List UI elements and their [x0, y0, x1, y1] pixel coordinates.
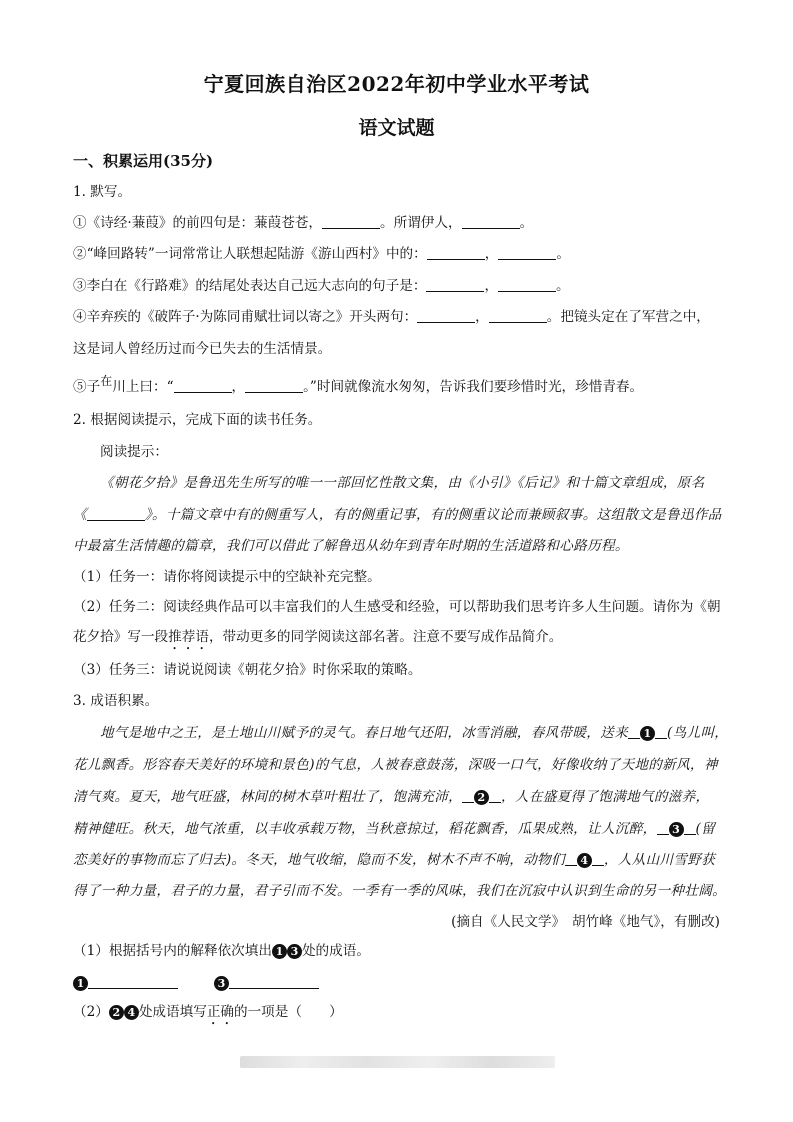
- answer-blank[interactable]: [565, 852, 577, 866]
- answer-blank[interactable]: [684, 821, 696, 835]
- answer-blank[interactable]: [87, 507, 145, 521]
- answer-blank[interactable]: [462, 789, 474, 803]
- answer-blank[interactable]: [498, 278, 556, 292]
- blank-marker-1: 1: [73, 976, 88, 991]
- answer-blank[interactable]: [245, 379, 303, 393]
- question-1-item-b: ②“峰回路转”一词常常让人联想起陆游《游山西村》中的： ， 。: [73, 246, 570, 262]
- blank-marker-1: 1: [272, 944, 287, 959]
- question-2-head: 2. 根据阅读提示，完成下面的读书任务。: [73, 412, 322, 428]
- answer-blank[interactable]: [427, 246, 485, 260]
- question-1-item-d: ④辛弃疾的《破阵子·为陈同甫赋壮词以寄之》开头两句： ， 。把镜头定在了军营之中，: [73, 309, 710, 325]
- passage-line: 地气是地中之王，是土地山川赋予的灵气。春日地气还阳，冰雪消融，春风带暖，送来 1 (鸟儿叫，: [100, 725, 729, 741]
- sub-question-1: （1）根据括号内的解释依次填出 1 3 处的成语。: [73, 943, 370, 959]
- blurred-footer-watermark: [240, 1056, 555, 1068]
- passage-source: (摘自《人民文学》 胡竹峰《地气》，有删改): [451, 914, 720, 930]
- answer-blank[interactable]: [628, 725, 640, 739]
- passage-line: 花儿飘香。形容春天美好的环境和景色)的气息，人被春意鼓荡，深吸一口气，好像收纳了天地的新风，神: [73, 757, 718, 773]
- task-2: （2）任务二：阅读经典作品可以丰富我们的人生感受和经验，可以帮助我们思考许多人生问题。请你为《朝: [73, 599, 721, 615]
- task-2-continued: 花夕拾》写一段推荐语，带动更多的同学阅读这部名著。注意不要写成作品简介。: [73, 629, 563, 645]
- blank-marker-2: 2: [474, 790, 489, 805]
- answer-blank[interactable]: [498, 246, 556, 260]
- answer-blank[interactable]: [489, 309, 547, 323]
- reading-tip-label: 阅读提示：: [100, 444, 168, 460]
- answer-blank[interactable]: [229, 975, 319, 989]
- section-heading: 一、积累运用(35分): [73, 152, 214, 170]
- question-1-item-d-continued: 这是词人曾经历过而今已失去的生活情景。: [73, 341, 332, 357]
- reading-tip-paragraph-line: 中最富生活情趣的篇章，我们可以借此了解鲁迅从幼年到青年时期的生活道路和心路历程。: [73, 538, 629, 554]
- answer-blank[interactable]: [462, 215, 520, 229]
- passage-line: 精神健旺。秋天，地气浓重，以丰收承载万物，当秋意掠过，稻花飘香，瓜果成熟，让人沉醉， 3 (留: [73, 821, 716, 837]
- answer-blank[interactable]: [417, 309, 475, 323]
- blank-marker-3: 3: [214, 976, 229, 991]
- answer-blank[interactable]: [426, 278, 484, 292]
- passage-line: 得了一种力量，君子的力量，君子引而不发。一季有一季的风味，我们在沉寂中认识到生命的另一种壮阔。: [73, 883, 727, 899]
- question-1-item-a: ①《诗经·蒹葭》的前四句是：蒹葭苍苍， 。所谓伊人， 。: [73, 215, 534, 231]
- blank-marker-3: 3: [287, 944, 302, 959]
- sub-question-1-answers: [73, 974, 319, 992]
- question-1-head: 1. 默写。: [73, 184, 132, 200]
- answer-blank[interactable]: [174, 379, 232, 393]
- question-3-head: 3. 成语积累。: [73, 693, 159, 709]
- answer-blank[interactable]: [88, 975, 178, 989]
- blank-marker-4: 4: [577, 853, 592, 868]
- answer-blank[interactable]: [489, 789, 501, 803]
- blank-marker-3: 3: [669, 822, 684, 837]
- emphasis-text: 推荐语: [168, 629, 209, 645]
- task-1: （1）任务一：请你将阅读提示中的空缺补充完整。: [73, 569, 381, 585]
- answer-blank[interactable]: [655, 725, 667, 739]
- blank-marker-2: 2: [109, 1005, 124, 1020]
- reading-tip-paragraph-line: 《 》。十篇文章中有的侧重写人，有的侧重记事，有的侧重议论而兼顾叙事。这组散文是鲁迅作品: [73, 507, 722, 523]
- page-title: 宁夏回族自治区2022年初中学业水平考试: [203, 72, 590, 96]
- question-1-item-e: ⑤子在川上曰：“ ， 。”时间就像流水匆匆，告诉我们要珍惜时光，珍惜青春。: [73, 374, 644, 395]
- emphasis-text: 正确: [206, 1004, 234, 1020]
- task-3: （3）任务三：请说说阅读《朝花夕拾》时你采取的策略。: [73, 662, 422, 678]
- page-subtitle: 语文试题: [358, 117, 435, 139]
- question-1-item-c: ③李白在《行路难》的结尾处表达自己远大志向的句子是： ， 。: [73, 278, 570, 294]
- answer-blank[interactable]: [657, 821, 669, 835]
- passage-line: 清气爽。夏天，地气旺盛，林间的树木草叶粗壮了，饱满充沛， 2 ，人在盛夏得了饱满地气的滋养，: [73, 789, 710, 805]
- blank-marker-1: 1: [640, 726, 655, 741]
- sub-question-2: （2） 2 4 处成语填写正确的一项是（ ）: [73, 1004, 343, 1020]
- reading-tip-paragraph-line: 《朝花夕拾》是鲁迅先生所写的唯一一部回忆性散文集，由《小引》《后记》和十篇文章组成，原名: [100, 475, 705, 491]
- passage-line: 恋美好的事物而忘了归去)。冬天，地气收缩，隐而不发，树木不声不响，动物们 4 ，人从山川雪野获: [73, 852, 716, 868]
- answer-blank[interactable]: [592, 852, 604, 866]
- blank-marker-4: 4: [124, 1005, 139, 1020]
- answer-blank[interactable]: [322, 215, 380, 229]
